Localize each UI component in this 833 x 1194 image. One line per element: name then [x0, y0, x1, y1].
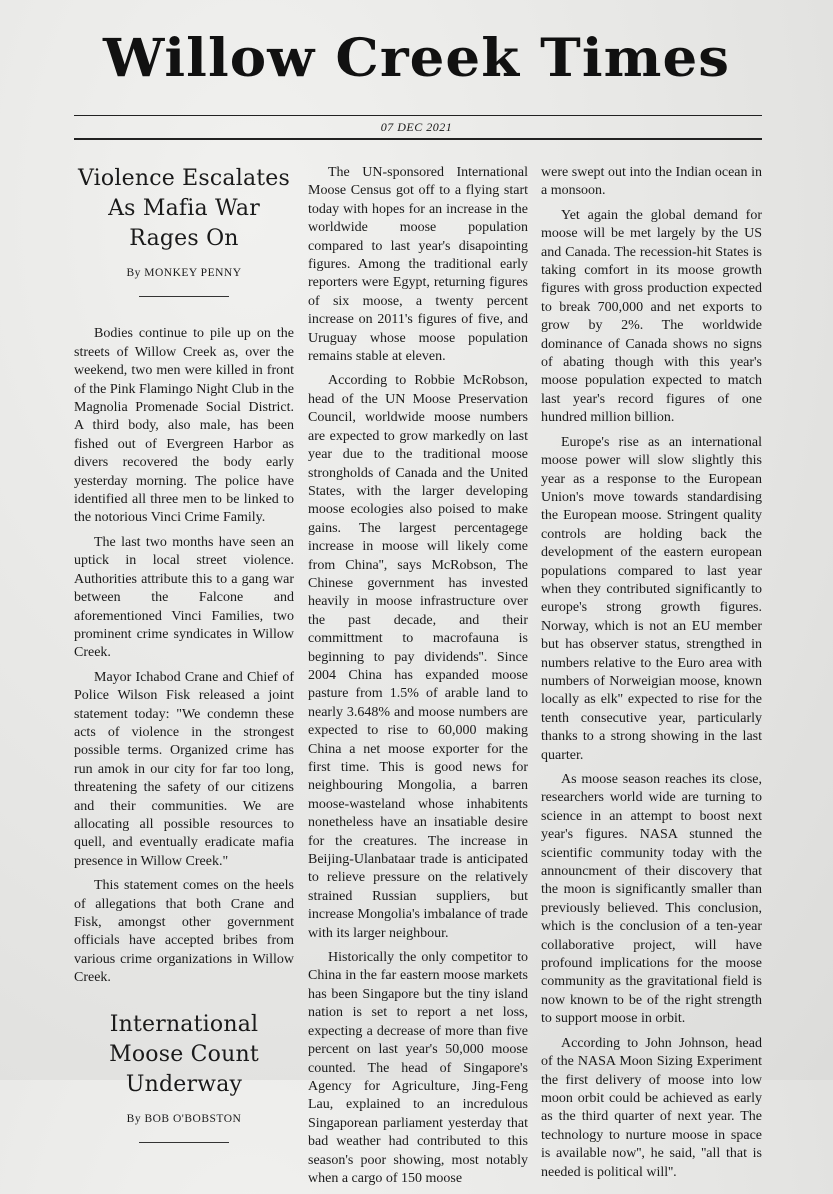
article-paragraph: According to Robbie McRobson, head of the UN Moose Preservation Council, worldwide moose numbers are expected to grow markedly on last year due to the traditional moose strongholds of Canada and the United States, with the larger developing moose ecologies also poised to make gains. The largest percentagege increase in moose will likely come from China'', says McRobson, The Chinese government has invested heavily in moose infrastructure over the past decade, and their committment to macrofauna is beginning to pay dividends''. Since 2004 China has expanded moose pasture from 1.5% of arable land to nearly 3.648% and moose numbers are expected to rise to 60,000 making China a net moose exporter for the first time. This is good news for neighbouring Mongolia, a barren moose-wasteland whose inhabitents nonetheless have an insatiable desire for the creatures. The increase in Beijing-Ulanbataar trade is anticipated to relieve pressure on the relatively strained Russian suppliers, but increase Mongolia's imbalance of trade with its larger neighbour.: [308, 373, 528, 941]
article-paragraph: Yet again the global demand for moose will be met largely by the US and Canada. The recession-hit States is taking comfort in its moose growth figures with gross production expected to break 700,000 and net exports to grow by 2%. The worldwide dominance of Canada shows no signs of abating though with this year's moose population expected to match last year's record figures of one hundred million billion.: [541, 207, 762, 426]
article-paragraph: The last two months have seen an uptick in local street violence. Authorities attribute this to a gang war between the Falcone and aforementioned Vinci Families, two prominent crime syndicates in Willow Creek.: [74, 534, 294, 661]
article-paragraph: Mayor Ichabod Crane and Chief of Police Wilson Fisk released a joint statement today: "We condemn these acts of violence in the strongest possible terms. Organized crime has run amok in our city for far too long, threatening the safety of our citizens and their communities. We are allocating all possible resources to quell, and eventually eradicate mafia presence in Willow Creek.": [74, 669, 294, 869]
byline-divider: [139, 1142, 229, 1143]
column-left: [74, 164, 294, 1171]
article-paragraph: According to John Johnson, head of the NASA Moon Sizing Experiment the first delivery of moose into low moon orbit could be achieved as early as the third quarter of next year. The technology to nurture moose in space is available now'', he said, ''all that is needed is political will''.: [541, 1035, 762, 1180]
article-paragraph: Europe's rise as an international moose power will slow slightly this year as a response to the European Union's move towards standardising the European moose. Stringent quality controls are holding back the development of the eastern european populations compared to last year when they contributed significantly to europe's strong growth figures. Norway, which is not an EU member but has observer status, strengthed in numbers relative to the Euro area with numbers of Norweigian moose, known locally as elk'' expected to rise for the tenth consecutive year, particularly thanks to a strong showing in the last quarter.: [541, 434, 762, 763]
column-right: [541, 164, 762, 1188]
article-paragraph: were swept out into the Indian ocean in a monsoon.: [541, 165, 762, 199]
article-byline: By BOB O'BOBSTON: [126, 1112, 242, 1125]
article-paragraph: The UN-sponsored International Moose Census got off to a flying start today with hopes for an increase in the worldwide moose population compared to last year's disapointing figures. Among the traditional early reporters were Egypt, returning figures of six moose, a twenty percent increase on 2011's figures of five, and Uruguay whose moose population remains stable at eleven.: [308, 165, 528, 365]
article-paragraph: As moose season reaches its close, researchers world wide are turning to science in an attempt to boost next year's figures. NASA stunned the scientific community today with the announcment of their discovery that the moon is significantly smaller than previously believed. This conclusion, which is the conclusion of a ten-year collaborative project, will have profound implications for the moose community as the gravitational field is now known to be of the right strength to support moose in orbit.: [541, 772, 762, 1027]
article-paragraph: Bodies continue to pile up on the streets of Willow Creek as, over the weekend, two men were killed in front of the Pink Flamingo Night Club in the Magnolia Promenade Social District. A third body, also male, has been fished out of Evergreen Harbor as divers recovered the body early yesterday morning. The police have identified all three men to be linked to the notorious Vinci Crime Family.: [74, 326, 294, 526]
column-middle: [308, 164, 528, 1194]
article-paragraph: This statement comes on the heels of allegations that both Crane and Fisk, amongst other government officials have accepted bribes from various crime organizations in Willow Creek.: [74, 878, 294, 986]
masthead-rule-bottom: [74, 138, 762, 140]
article-paragraph: Historically the only competitor to China in the far eastern moose markets has been Singapore but the tiny island nation is set to report a net loss, expecting a decrease of more than five percent on last year's 50,000 moose counted. The head of Singapore's Agency for Agriculture, Jing-Feng Lau, explained to an incredulous Singaporean parliament yesterday that bad weather had contributed to this season's poor showing, most notably when a cargo of 150 moose: [308, 950, 528, 1186]
byline-divider: [139, 296, 229, 297]
masthead-title: Willow Creek Times: [102, 28, 731, 89]
issue-date: 07 DEC 2021: [380, 120, 453, 134]
article-headline: International Moose Count Underway: [109, 1011, 259, 1097]
article-byline: By MONKEY PENNY: [126, 267, 242, 279]
masthead-rule-top: [74, 115, 762, 116]
article-headline: Violence Escalates As Mafia War Rages On: [77, 166, 291, 251]
